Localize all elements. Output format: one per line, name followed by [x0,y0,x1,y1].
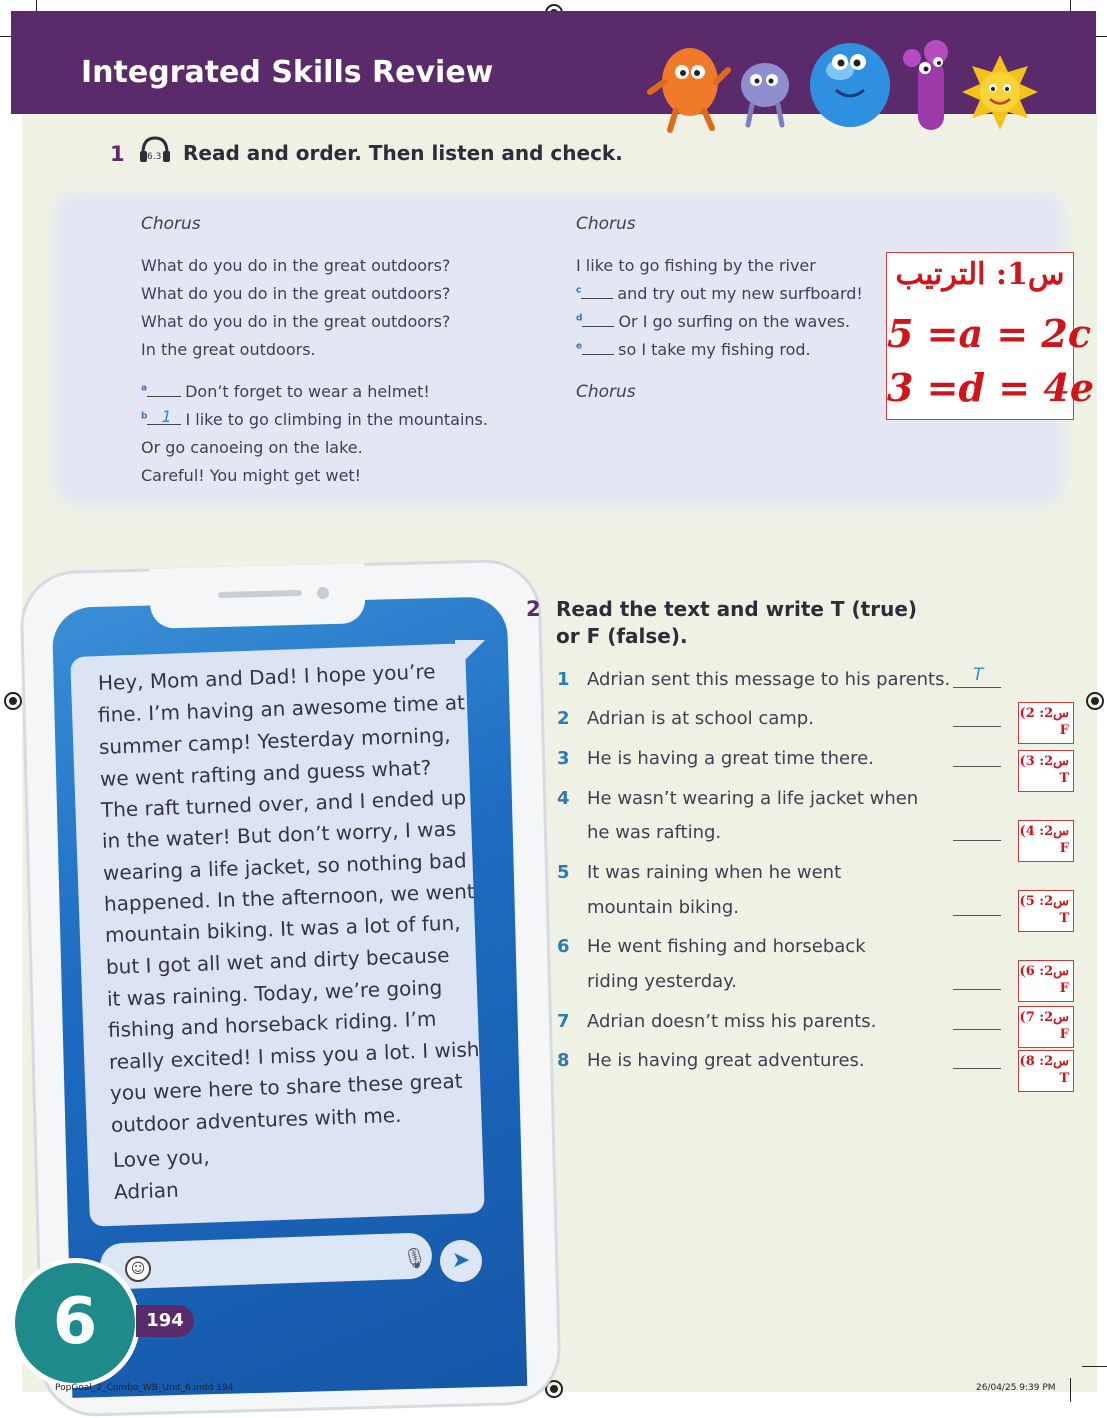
answer-key-label: س2: 2) [1019,706,1069,721]
monster-mascots-illustration [640,0,1060,140]
song-line: What do you do in the great outdoors? [141,312,451,331]
handwritten-answer: 1 [161,407,172,426]
answer-blank[interactable] [582,312,614,327]
answer-key-value: F [1059,1027,1069,1042]
tf-answer-blank[interactable] [953,686,1001,688]
exercise-2-instruction-line2: or F (false). [556,624,688,648]
answer-blank[interactable] [147,407,181,426]
message-line: wearing a life jacket, so nothing bad [102,848,467,885]
answer-key-box [886,252,1094,420]
order-item-b [141,407,488,429]
answer-key-line: 3 =d = 4e [887,365,1094,410]
answer-key-value: F [1059,841,1069,856]
answer-key-box [1018,960,1074,1002]
item-text: Don’t forget to wear a helmet! [185,382,430,401]
message-line: fine. I’m having an awesome time at [97,690,466,727]
tf-answer-blank[interactable] [953,765,1001,767]
answer-key-value: F [1059,723,1069,738]
tf-answer-blank[interactable] [953,725,1001,727]
crop-mark [1082,1366,1107,1367]
page-title: Integrated Skills Review [81,55,494,90]
answer-key-line: 5 =a = 2c [887,311,1092,356]
tf-item-number: 1 [557,669,570,690]
answer-key-value: T [1059,1071,1069,1086]
audio-track-label: 6.3 [147,152,162,162]
tf-statement-continued: he was rafting. [587,822,722,843]
sun-monster-icon [962,55,1038,130]
message-line: summer camp! Yesterday morning, [98,722,451,759]
message-line: The raft turned over, and I ended up [100,785,467,822]
smiley-icon[interactable]: ☺ [125,1256,151,1282]
message-line: Hey, Mom and Dad! I hope you’re [97,659,436,695]
crop-mark [1070,1378,1071,1402]
answer-key-value: T [1059,911,1069,926]
exercise-2-number: 2 [526,597,541,621]
answer-key-box [1018,750,1074,792]
tf-statement: He went fishing and horseback [587,936,866,957]
message-line: in the water! But don’t worry, I was [101,816,457,853]
answer-key-heading: س1: الترتيب [895,257,1065,292]
exercise-1-instruction: Read and order. Then listen and check. [183,141,623,165]
song-line: I like to go fishing by the river [576,256,816,275]
tf-statement: It was raining when he went [587,862,842,883]
message-line: but I got all wet and dirty because [105,943,450,979]
message-signoff: Love you, [112,1144,211,1172]
song-line: Or go canoeing on the lake. [141,438,363,457]
song-line: What do you do in the great outdoors? [141,256,451,275]
blue-blob-monster-icon [810,43,890,127]
tf-statement-continued: riding yesterday. [587,971,737,992]
tf-answer-blank[interactable] [953,839,1001,841]
item-letter: c [576,285,582,296]
unit-number-badge: 6 [10,1258,140,1388]
answer-key-label: س2: 3) [1019,754,1069,769]
answer-key-label: س2: 4) [1019,824,1069,839]
message-line: really excited! I miss you a lot. I wish [108,1037,480,1074]
answer-blank[interactable] [581,284,613,299]
registration-mark [1086,692,1104,710]
exercise-2-instruction-line1: Read the text and write T (true) [556,597,918,621]
tf-item-number: 2 [557,708,570,729]
message-line: it was raining. Today, we’re going [106,975,443,1011]
tf-statement: Adrian sent this message to his parents. [587,669,951,690]
tf-answer-blank[interactable] [953,988,1001,990]
tf-statement: Adrian is at school camp. [587,708,814,729]
message-line: happened. In the afternoon, we went [103,879,476,916]
tf-item-number: 5 [557,862,570,883]
tf-item-number: 6 [557,936,570,957]
exercise-1-number: 1 [110,142,125,166]
chorus-label: Chorus [141,214,201,234]
order-item-a [141,382,430,401]
item-letter: d [576,313,583,324]
item-text: so I take my fishing rod. [618,340,811,359]
tf-answer-blank[interactable] [953,914,1001,916]
purple-monster-icon [903,40,948,130]
item-letter: a [141,383,148,394]
answer-key-box [1018,890,1074,932]
answer-blank[interactable] [147,382,181,397]
answer-key-label: س2: 7) [1019,1010,1069,1025]
message-line: mountain biking. It was a lot of fun, [104,910,461,947]
item-text: and try out my new surfboard! [617,284,863,303]
tf-statement: He is having great adventures. [587,1050,865,1071]
song-line: What do you do in the great outdoors? [141,284,451,303]
answer-key-label: س2: 8) [1019,1054,1069,1069]
tf-item-number: 8 [557,1050,570,1071]
tf-statement-continued: mountain biking. [587,897,739,918]
answer-key-value: T [1059,771,1069,786]
answer-key-label: س2: 5) [1019,894,1069,909]
song-line: Careful! You might get wet! [141,466,362,485]
item-letter: e [576,341,583,352]
message-line: we went rafting and guess what? [99,755,432,791]
print-timestamp: 26/04/25 9:39 PM [976,1383,1056,1393]
send-button[interactable] [440,1240,482,1282]
tf-answer-blank[interactable] [953,1028,1001,1030]
tf-item-number: 4 [557,788,570,809]
song-line: In the great outdoors. [141,340,316,359]
tf-statement: He wasn’t wearing a life jacket when [587,788,919,809]
send-arrow-icon: ➤ [451,1248,471,1273]
lavender-monster-icon [741,63,789,125]
phone-camera [317,587,329,599]
answer-key-box [1018,702,1074,744]
registration-mark [4,692,22,710]
orange-monster-icon [650,48,728,130]
item-text: Or I go surfing on the waves. [618,312,851,331]
item-letter: b [141,411,148,422]
page-number: 194 [136,1305,194,1337]
tf-item-number: 3 [557,748,570,769]
answer-key-value: F [1059,981,1069,996]
microphone-icon[interactable]: 🎙 [402,1246,428,1270]
answer-key-box [1018,1006,1074,1048]
answer-key-box [1018,1050,1074,1092]
message-line: you were here to share these great [109,1068,463,1105]
order-item-e [576,340,811,359]
message-line: outdoor adventures with me. [110,1102,402,1137]
chorus-label: Chorus [576,214,636,234]
tf-item-number: 7 [557,1011,570,1032]
chorus-label: Chorus [576,382,636,402]
file-slug: PopGoal_2_Combo_WB_Unit_6.indd 194 [55,1383,234,1393]
answer-blank[interactable] [582,340,614,355]
tf-statement: Adrian doesn’t miss his parents. [587,1011,877,1032]
message-signature: Adrian [113,1177,180,1204]
tf-statement: He is having a great time there. [587,748,874,769]
item-text: I like to go climbing in the mountains. [185,410,488,429]
order-item-d [576,312,850,331]
tf-answer-blank[interactable] [953,1067,1001,1069]
order-item-c [576,284,863,303]
answer-key-label: س2: 6) [1019,964,1069,979]
handwritten-answer: T [973,665,984,685]
answer-key-box [1018,820,1074,862]
message-line: fishing and horseback riding. I’m [107,1006,437,1042]
